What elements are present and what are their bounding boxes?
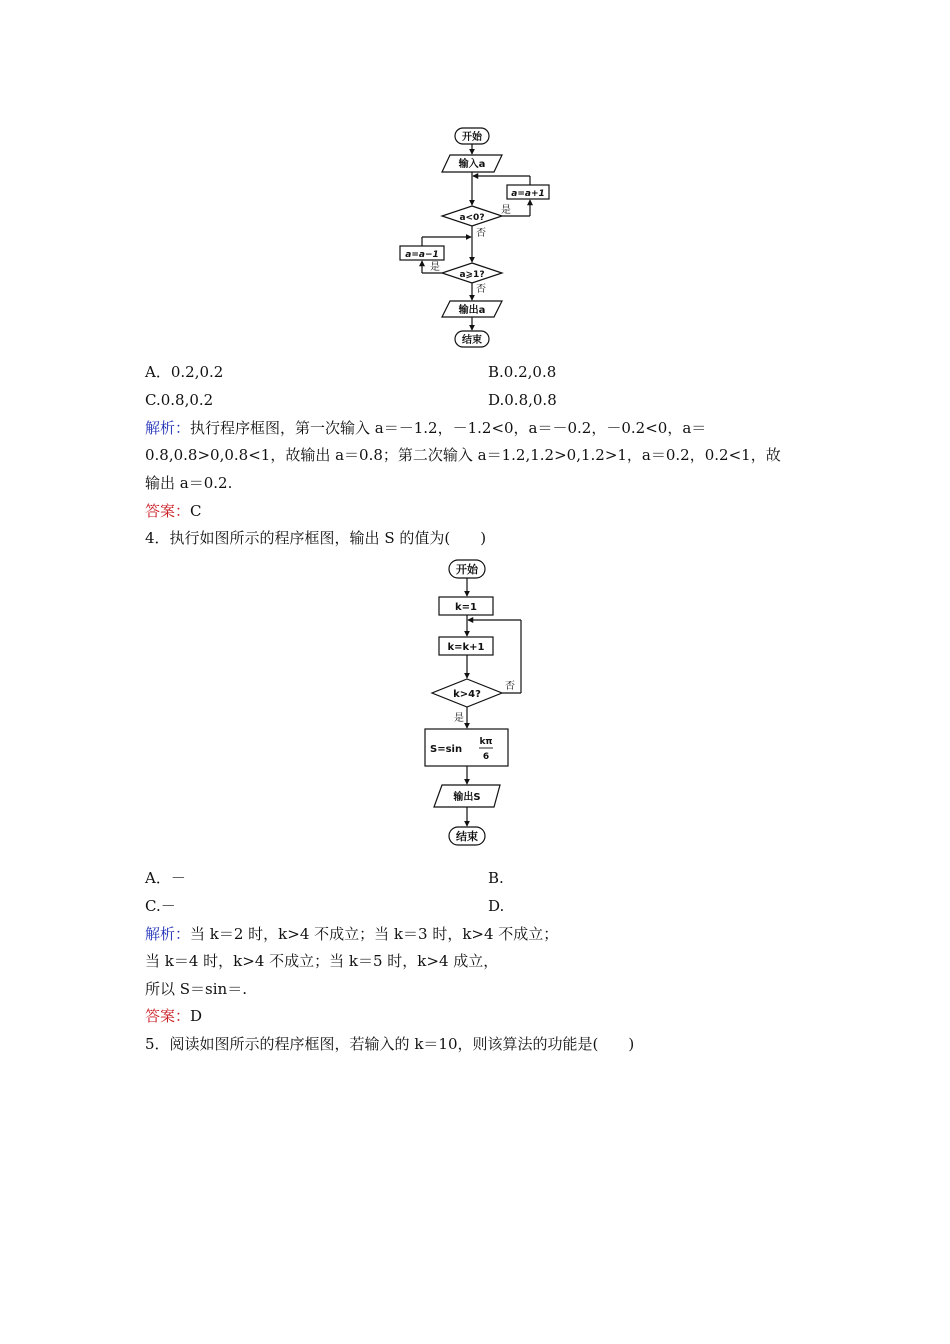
q4-option-b: B.	[488, 869, 504, 887]
start-label-2: 开始	[456, 563, 478, 576]
answer-label-2: 答案：	[145, 1007, 191, 1025]
output-label: 输出a	[458, 305, 486, 316]
fraction-denominator: 6	[482, 752, 490, 762]
fraction-numerator: kπ	[479, 737, 493, 747]
end-label: 结束	[462, 335, 482, 346]
q3-option-a: A．0.2,0.2	[145, 363, 224, 381]
end-label-2: 结束	[456, 830, 478, 843]
q3-analysis-line-1	[145, 418, 706, 438]
assign-prefix: S=sin	[430, 744, 463, 755]
answer-label: 答案：	[145, 502, 191, 520]
no-label-2: 否	[476, 284, 486, 295]
q4-analysis-line-2: 当 k＝4 时，k>4 不成立；当 k＝5 时，k>4 成立，	[145, 952, 499, 970]
q4-option-a: A．－	[145, 869, 186, 887]
q4-analysis-line-3: 所以 S＝sin＝.	[145, 980, 247, 998]
q3-option-c: C.0.8,0.2	[145, 391, 214, 409]
no-label-k: 否	[505, 681, 515, 692]
answer-value-2: D	[190, 1007, 203, 1025]
q5-question: 5．阅读如图所示的程序框图，若输入的 k＝10，则该算法的功能是( )	[145, 1035, 635, 1053]
yes-label-k: 是	[454, 713, 464, 724]
q3-option-b: B.0.2,0.8	[488, 363, 557, 381]
analysis-text: 执行程序框图，第一次输入 a＝－1.2，－1.2<0，a＝－0.2，－0.2<0，a＝	[190, 419, 707, 437]
yes-label-2: 是	[430, 262, 440, 273]
q3-analysis-line-2: 0.8,0.8>0,0.8<1，故输出 a＝0.8；第二次输入 a＝1.2,1.2>0,1.2>1，a＝0.2，0.2<1，故	[145, 446, 781, 464]
start-label: 开始	[462, 132, 482, 143]
inc-label: a=a+1	[511, 189, 545, 199]
no-label-1: 否	[476, 228, 486, 239]
analysis-label: 解析：	[145, 419, 191, 437]
cond1-label: a<0?	[459, 213, 485, 223]
flowchart-1	[390, 120, 570, 352]
q4-question: 4．执行如图所示的程序框图，输出 S 的值为( )	[145, 529, 487, 547]
q4-option-c: C.－	[145, 897, 176, 915]
q3-analysis-line-3: 输出 a＝0.2.	[145, 474, 233, 492]
analysis-label-2: 解析：	[145, 925, 191, 943]
q4-analysis-line-1	[145, 924, 558, 944]
dec-label: a=a−1	[405, 250, 439, 260]
inc-label-2: k=k+1	[447, 642, 485, 653]
q4-answer	[145, 1006, 202, 1026]
yes-label-1: 是	[501, 205, 511, 216]
q3-option-d: D.0.8,0.8	[488, 391, 557, 409]
init-label: k=1	[455, 602, 477, 613]
cond-label: k>4?	[453, 689, 481, 700]
q4-option-d: D.	[488, 897, 505, 915]
q3-answer	[145, 501, 202, 521]
output-label-2: 输出S	[453, 792, 481, 803]
cond2-label: a⩾1?	[459, 270, 485, 280]
answer-value: C	[190, 502, 202, 520]
input-label: 输入a	[458, 159, 486, 170]
flowchart-2	[418, 555, 538, 850]
analysis-text-2: 当 k＝2 时，k>4 不成立；当 k＝3 时，k>4 不成立；	[190, 925, 559, 943]
